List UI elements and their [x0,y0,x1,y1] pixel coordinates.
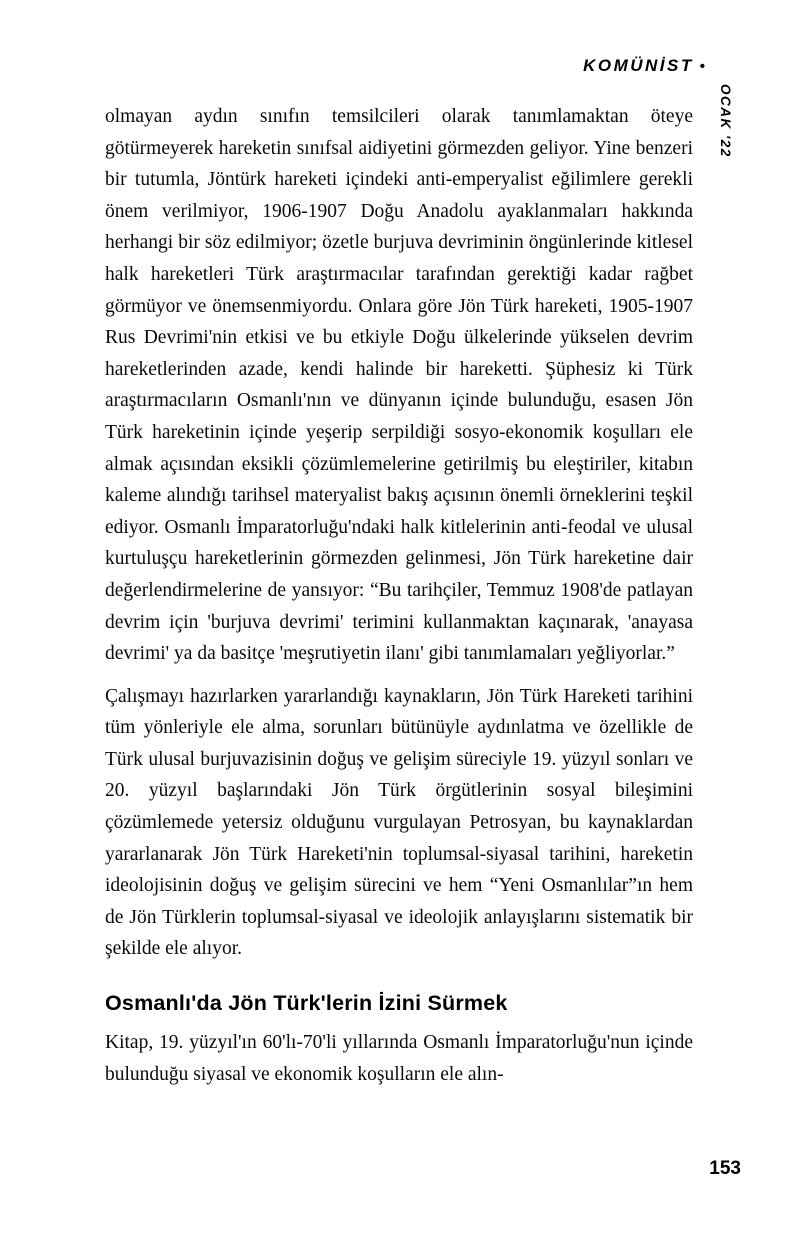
page-number: 153 [709,1158,741,1179]
paragraph: Kitap, 19. yüzyıl'ın 60'lı-70'li yıllarında Osmanlı İmparatorluğu'nun içinde bulunduğu siyasal ve ekonomik koşulların ele alın- [105,1032,693,1085]
issue-date-vertical: OCAK '22 [718,84,733,158]
body-text [105,101,693,1090]
masthead-bullet-icon: • [699,58,705,75]
magazine-title: KOMÜNİST [583,56,694,75]
section-heading: Osmanlı'da Jön Türk'lerin İzini Sürmek [105,991,508,1016]
paragraph: olmayan aydın sınıfın temsilcileri olarak tanımlamaktan öteye götürmeyerek hareketin sınıfsal aidiyetini görmezden geliyor. Yine benzeri bir tutumla, Jöntürk hareketi içindeki anti-emperyalist eğilimlere gerekli önem verilmiyor, 1906-1907 Doğu Anadolu ayaklanmaları hakkında herhangi bir söz edilmiyor; özetle burjuva devriminin öngünlerinde kitlesel halk hareketleri Türk araştırmacılar tarafından gerektiği kadar rağbet görmüyor ve önemsenmiyordu. Onlara göre Jön Türk hareketi, 1905-1907 Rus Devrimi'nin etkisi ve bu etkiyle Doğu ülkelerinde yükselen devrim hareketlerinden azade, kendi halinde bir hareketti. Şüphesiz ki Türk araştırmacıların Osmanlı'nın ve dünyanın içinde bulunduğu, esasen Jön Türk hareketinin içinde yeşerip serpildiği sosyo-ekonomik koşulları ele almak açısından eksikli çözümlemelerine getirilmiş bu eleştiriler, kitabın kaleme alındığı tarihsel materyalist bakış açısının önemli örneklerini teşkil ediyor. Osmanlı İmparatorluğu'ndaki halk kitlelerinin anti-feodal ve ulusal kurtuluşçu hareketlerinin görmezden gelinmesi, Jön Türk hareketine dair değerlendirmelerine de yansıyor: “Bu tarihçiler, Temmuz 1908'de patlayan devrim için 'burjuva devrimi' terimini kullanmaktan kaçınarak, 'anayasa devrimi' ya da basitçe 'meşrutiyetin ilanı' gibi tanımlamaları yeğliyorlar.” [105,106,693,665]
paragraph: Çalışmayı hazırlarken yararlandığı kaynakların, Jön Türk Hareketi tarihini tüm yönleriyle ele alma, sorunları bütünüyle aydınlatma ve özellikle de Türk ulusal burjuvazisinin doğuş ve gelişim süreciyle 19. yüzyıl sonları ve 20. yüzyıl başlarındaki Jön Türk örgütlerinin sosyal bileşimini çözümlemede yetersiz olduğunu vurgulayan Petrosyan, bu kaynaklardan yararlanarak Jön Türk Hareketi'nin toplumsal-siyasal tarihini, hareketin ideolojisinin doğuş ve gelişim sürecini ve hem “Yeni Osmanlılar”ın hem de Jön Türklerin toplumsal-siyasal ve ideolojik anlayışlarını sistematik bir şekilde ele alıyor. [105,685,693,960]
masthead [105,56,705,76]
